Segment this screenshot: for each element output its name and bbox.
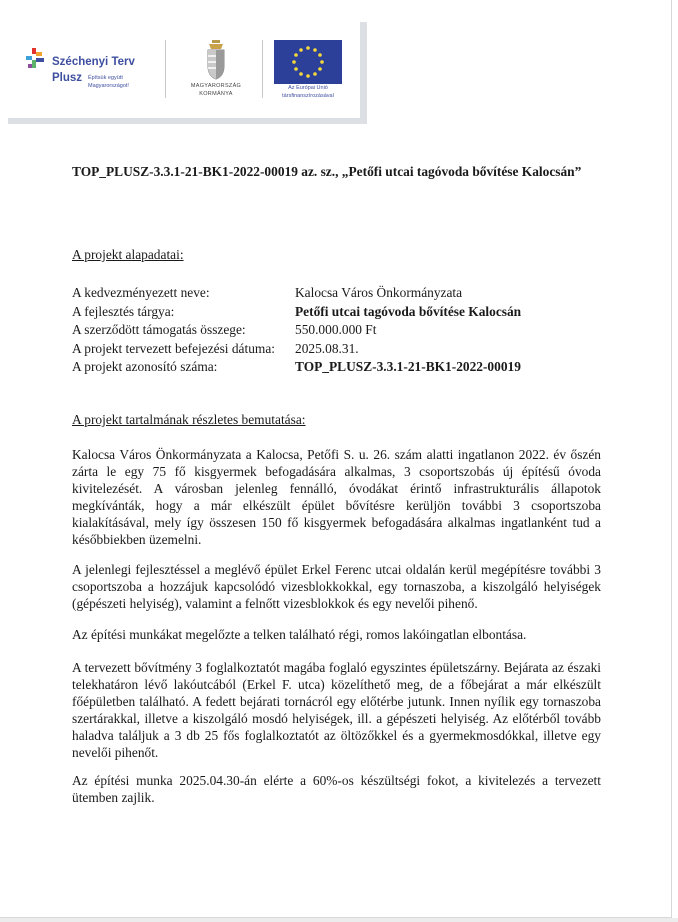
page-bottom-strip [0,918,678,922]
document-title: TOP_PLUSZ-3.3.1-21-BK1-2022-00019 az. sz., „Petőfi utcai tagóvoda bővítése Kalocsán” [72,164,582,179]
body-paragraph: A tervezett bővítmény 3 foglalkoztatót magába foglaló egyszintes épületszárny. Bejárata az északi telekhatáron lévő lakóutcából (Erkel F. utca) közelíthető meg, de a főbejárat a már elkészült főépületben található. A fedett bejárati tornácról egy előtérbe jutunk. Innen nyílik egy tornaszoba szertárakkal, illetve a kiszolgáló mosdó helyiségek, ill. a gépészeti helyiség. Az előtérből tovább haladva találjuk a 3 db 25 fős foglalkoztatót az öltözőkkel és a gyermekmosdókkal, illetve egy nevelői pihenőt. [72,660,601,761]
body-paragraph: Az építési munka 2025.04.30-án elérte a 60%-os készültségi fokot, a kivitelezés a tervezett ütemben zajlik. [72,773,601,806]
info-label: A projekt azonosító száma: [72,359,218,374]
eu-flag-icon [274,40,342,84]
body-paragraph: Kalocsa Város Önkormányzata a Kalocsa, Petőfi S. u. 26. szám alatti ingatlanon 2022. év őszén zárta le egy 75 fő kisgyermek befogadására alkalmas, 3 csoportszobás új építésű óvoda kivitelezését. A városban jelenleg fennálló, óvodákat érintő infrastrukturális állapotok megkívánták, hogy a már elkészült épület bővítésre kerüljön további 3 csoportszoba kialakításával, mely így összesen 150 fő kisgyermek befogadására alkalmas ingatlanként tud a későbbiekben üzemelni. [72,447,601,548]
project-basics-table [72,285,592,378]
header-banner [8,22,367,124]
government-caption: MAGYARORSZÁG KORMÁNYA [190,83,242,97]
info-value: Kalocsa Város Önkormányzata [295,285,463,300]
info-row [72,304,592,323]
szechenyi-title: Széchenyi Terv [52,56,135,68]
szechenyi-plusz: Plusz [52,72,83,84]
banner-divider [262,40,263,98]
basics-heading: A projekt alapadatai: [72,247,184,262]
body-paragraph: A jelenlegi fejlesztéssel a meglévő épület Erkel Ferenc utcai oldalán kerül megépítésre további 3 csoportszoba a hozzájuk kapcsolódó vizesblokkokkal, egy tornaszoba, a kiszolgáló helyiségek (gépészeti helyiség), valamint a felnőtt vizesblokkok és egy nevelői pihenő. [72,562,601,612]
eu-caption: Az Európai Unió társfinanszírozásával [282,85,334,99]
info-value: Petőfi utcai tagóvoda bővítése Kalocsán [295,303,522,319]
info-label: A kedvezményezett neve: [72,285,210,300]
info-row [72,322,592,341]
info-value: 550.000.000 Ft [295,322,377,337]
banner-divider [165,40,166,98]
body-paragraph: Az építési munkákat megelőzte a telken található régi, romos lakóingatlan elbontása. [72,627,527,642]
info-value: 2025.08.31. [295,340,359,356]
details-heading: A projekt tartalmának részletes bemutatása: [72,412,306,427]
szechenyi-plus-icon [24,46,48,76]
info-row [72,341,592,360]
info-row [72,359,592,378]
info-label: A fejlesztés tárgya: [72,303,175,319]
szechenyi-terv-logo [24,44,154,98]
info-label: A projekt tervezett befejezési dátuma: [72,340,275,356]
info-row [72,285,592,304]
info-label: A szerződött támogatás összege: [72,322,246,337]
szechenyi-slogan: Építsük együtt Magyarországot! [88,75,129,89]
info-value: TOP_PLUSZ-3.3.1-21-BK1-2022-00019 [295,359,521,374]
